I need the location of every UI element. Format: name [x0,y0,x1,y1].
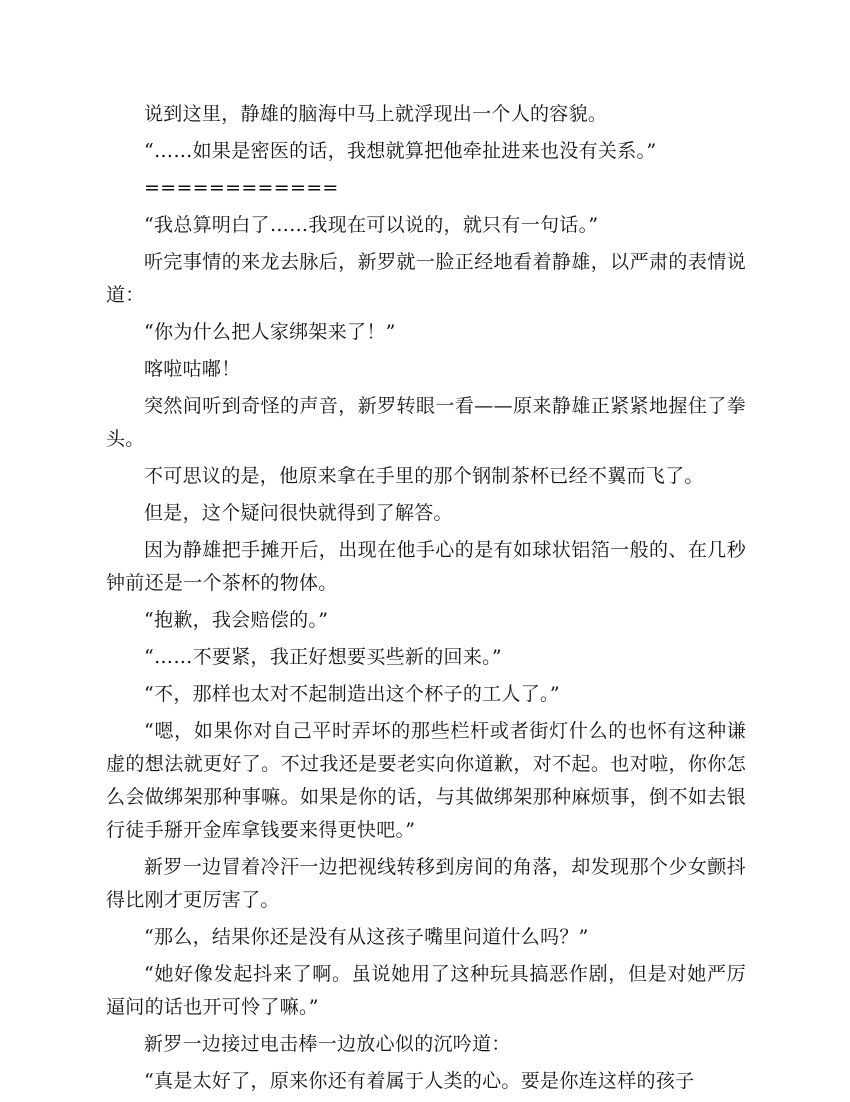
paragraph: “她好像发起抖来了啊。虽说她用了这种玩具搞恶作剧，但是对她严厉逼问的话也开可怜了嘛。” [106,963,746,1018]
paragraph: 突然间听到奇怪的声音，新罗转眼一看——原来静雄正紧紧地握住了拳头。 [106,395,746,450]
paragraph: 但是，这个疑问很快就得到了解答。 [144,502,453,524]
paragraph: 说到这里，静雄的脑海中马上就浮现出一个人的容貌。 [144,103,608,125]
document-body [106,98,746,1102]
section-separator: ============ [144,177,339,199]
paragraph: “……不要紧，我正好想要买些新的回来。” [144,646,502,668]
paragraph: 听完事情的来龙去脉后，新罗就一脸正经地看着静雄，以严肃的表情说道： [106,251,746,306]
paragraph: “嗯，如果你对自己平时弄坏的那些栏杆或者街灯什么的也怀有这种谦虚的想法就更好了。不过我还是要老实向你道歉，对不起。也对啦，你你怎么会做绑架那种事嘛。如果是你的话，与其做绑架那种麻烦事，倒不如去银行徒手掰开金库拿钱要来得更快吧。” [106,720,746,841]
paragraph: “……如果是密医的话，我想就算把他牵扯进来也没有关系。” [144,140,657,162]
paragraph: “我总算明白了……我现在可以说的，就只有一句话。” [144,214,599,236]
paragraph: “那么，结果你还是没有从这孩子嘴里问道什么吗？” [144,926,589,948]
paragraph: 新罗一边冒着冷汗一边把视线转移到房间的角落，却发现那个少女颤抖得比刚才更厉害了。 [106,856,746,911]
paragraph: 喀啦咕嘟！ [144,358,241,380]
paragraph: “你为什么把人家绑架来了！” [144,321,396,343]
paragraph: “抱歉，我会赔偿的。” [144,609,329,631]
paragraph: 新罗一边接过电击棒一边放心似的沉吟道： [144,1033,511,1055]
paragraph: 因为静雄把手摊开后，出现在他手心的是有如球状铝箔一般的、在几秒钟前还是一个茶杯的物体。 [106,539,746,594]
paragraph: 不可思议的是，他原来拿在手里的那个钢制茶杯已经不翼而飞了。 [144,465,704,487]
paragraph: “真是太好了，原来你还有着属于人类的心。要是你连这样的孩子 [144,1070,695,1092]
paragraph: “不，那样也太对不起制造出这个杯子的工人了。” [144,683,560,705]
